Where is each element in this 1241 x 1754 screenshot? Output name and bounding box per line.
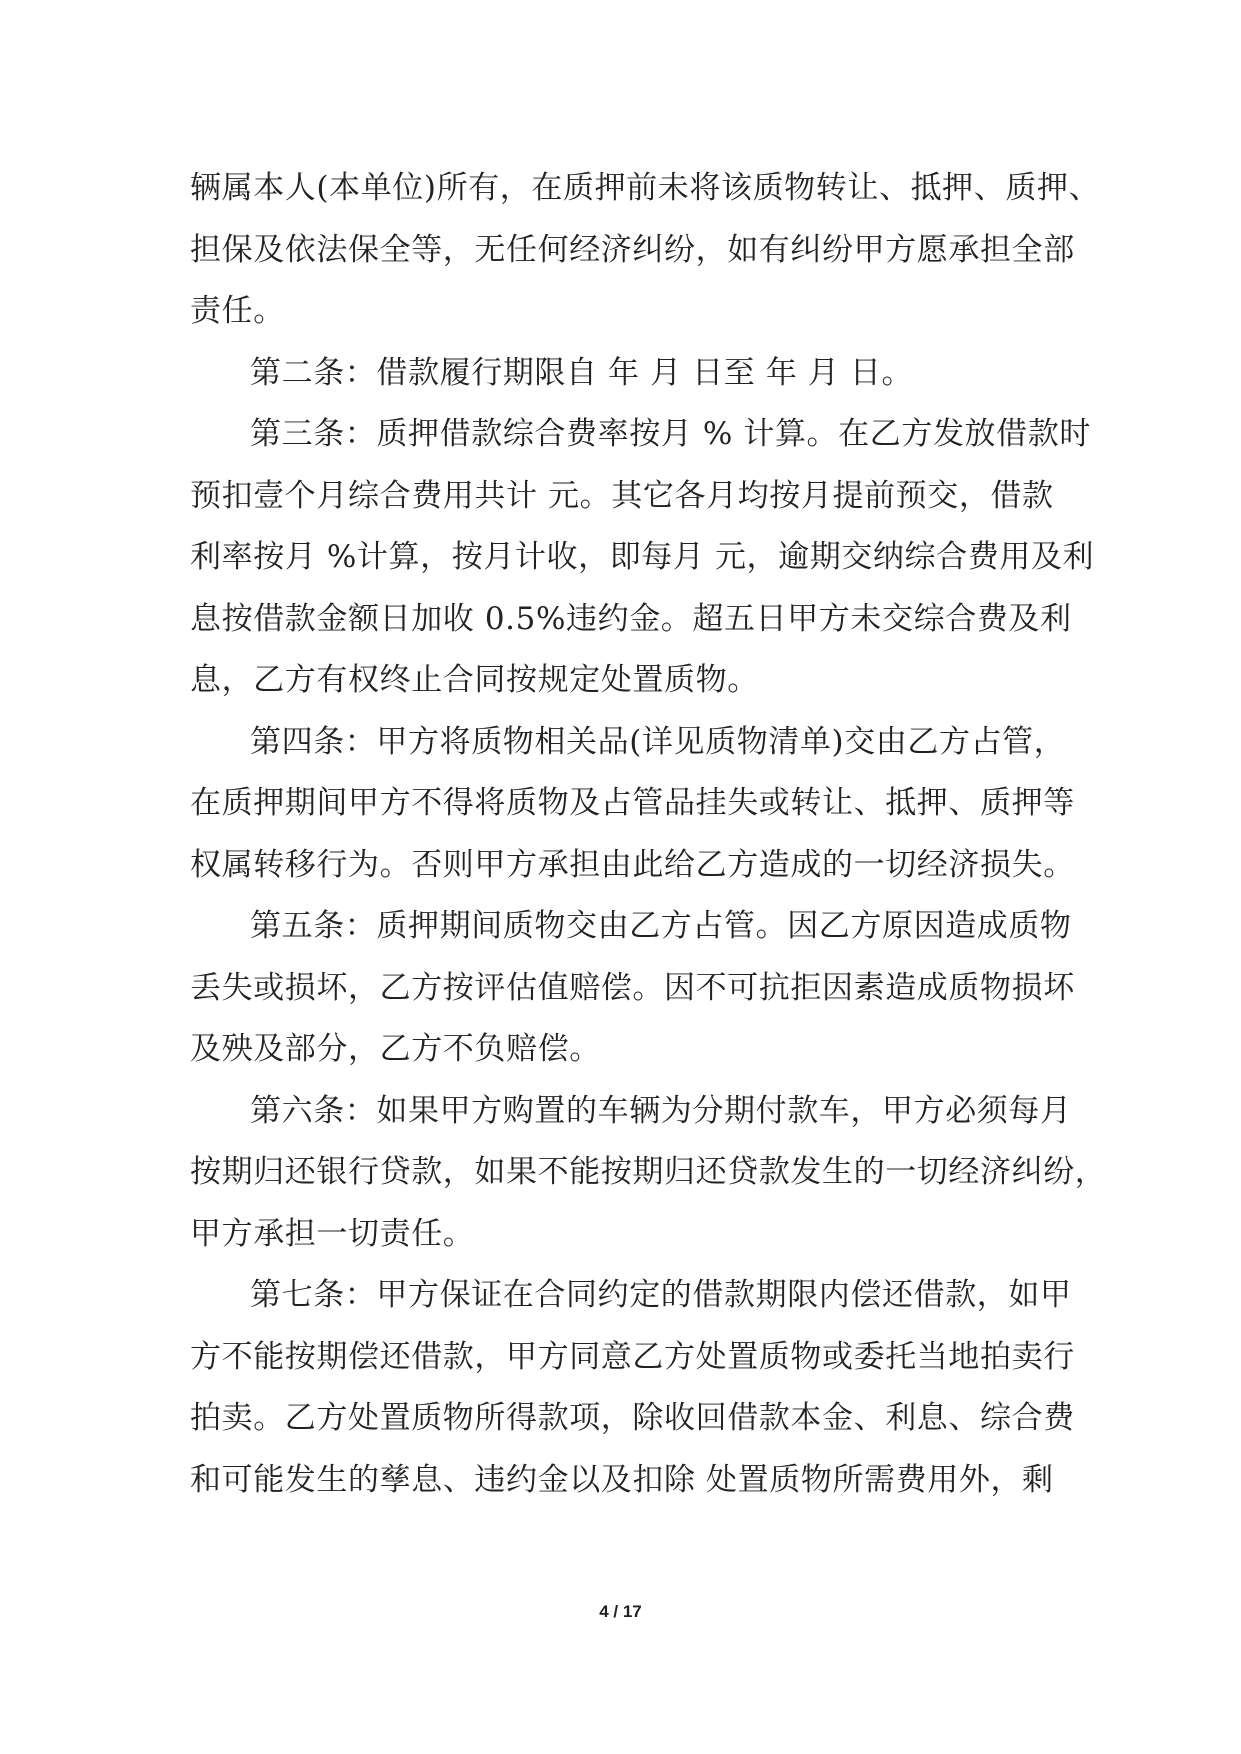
text-line: 丢失或损坏，乙方按评估值赔偿。因不可抗拒因素造成质物损坏 (190, 969, 1075, 1006)
article-2-line: 第二条：借款履行期限自 年 月 日至 年 月 日。 (250, 354, 914, 391)
text-line: 在质押期间甲方不得将质物及占管品挂失或转让、抵押、质押等 (190, 785, 1075, 821)
document-body (190, 158, 1107, 1511)
page-number: 4 / 17 (599, 1602, 642, 1621)
text-line: 责任。 (190, 293, 285, 329)
article-5-line: 第五条：质押期间质物交由乙方占管。因乙方原因造成质物 (250, 908, 1072, 944)
text-line: 息按借款金额日加收 0.5%违约金。超五日甲方未交综合费及利 (190, 600, 1072, 637)
text-line: 甲方承担一切责任。 (190, 1215, 475, 1252)
text-line: 方不能按期偿还借款，甲方同意乙方处置质物或委托当地拍卖行 (190, 1338, 1075, 1375)
text-line: 权属转移行为。否则甲方承担由此给乙方造成的一切经济损失。 (190, 846, 1075, 883)
article-7-line: 第七条：甲方保证在合同约定的借款期限内偿还借款，如甲 (250, 1277, 1072, 1313)
text-line: 拍卖。乙方处置质物所得款项，除收回借款本金、利息、综合费 (190, 1400, 1075, 1436)
text-line: 息，乙方有权终止合同按规定处置质物。 (190, 662, 759, 698)
text-line: 预扣壹个月综合费用共计 元。其它各月均按月提前预交，借款 (190, 477, 1054, 514)
text-line: 及殃及部分，乙方不负赔偿。 (190, 1031, 601, 1067)
text-line: 辆属本人(本单位)所有，在质押前未将该质物转让、抵押、质押、 (190, 170, 1101, 206)
article-3-line: 第三条：质押借款综合费率按月 % 计算。在乙方发放借款时 (250, 416, 1091, 452)
text-line: 按期归还银行贷款，如果不能按期归还贷款发生的一切经济纠纷， (190, 1154, 1107, 1190)
article-6-line: 第六条：如果甲方购置的车辆为分期付款车，甲方必须每月 (250, 1092, 1072, 1129)
text-line: 和可能发生的孳息、违约金以及扣除 处置质物所需费用外，剩 (190, 1461, 1054, 1498)
text-line: 担保及依法保全等，无任何经济纠纷，如有纠纷甲方愿承担全部 (190, 231, 1075, 268)
text-line: 利率按月 %计算，按月计收，即每月 元，逾期交纳综合费用及利 (190, 539, 1095, 575)
article-4-line: 第四条：甲方将质物相关品(详见质物清单)交由乙方占管， (250, 723, 1066, 760)
